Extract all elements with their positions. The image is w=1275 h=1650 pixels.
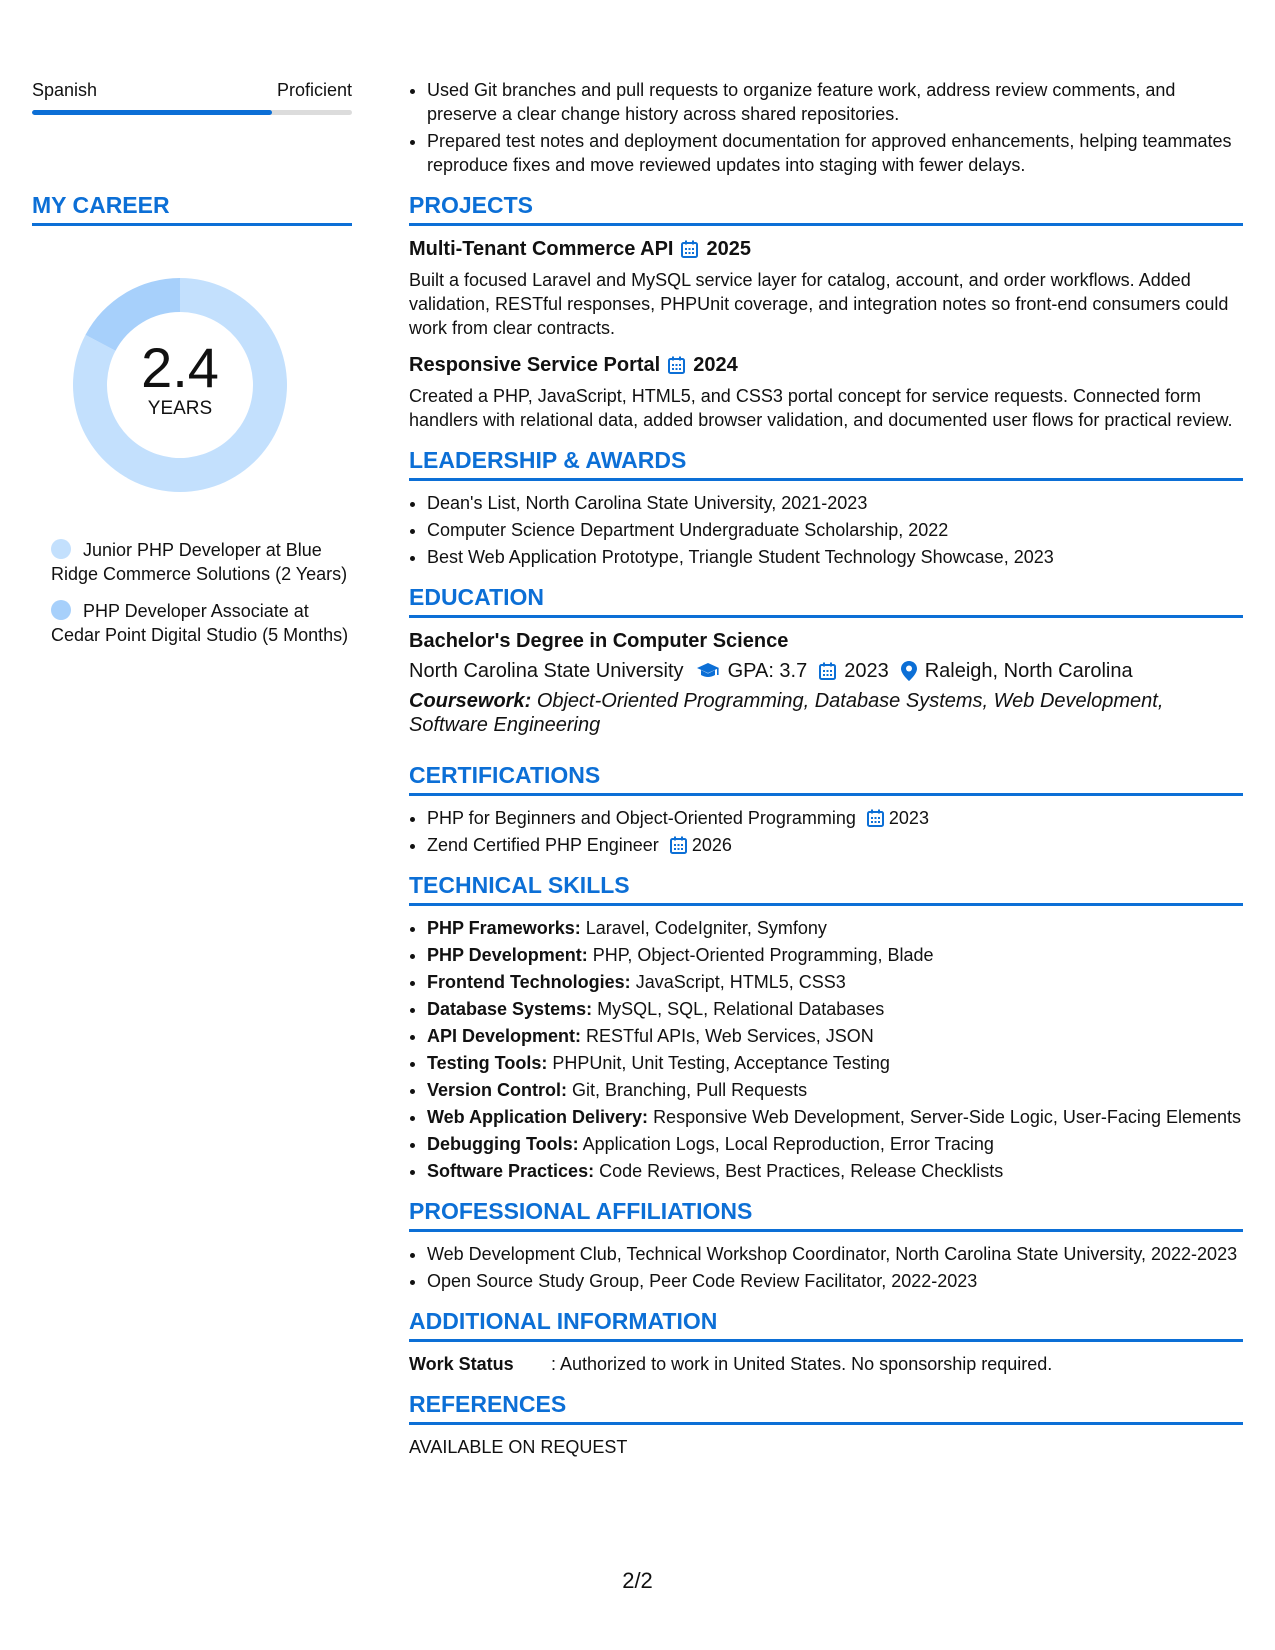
- career-total-value: 2.4: [141, 336, 219, 399]
- language-progress-fill: [32, 110, 272, 115]
- career-legend-item: [51, 599, 352, 647]
- education-location: Raleigh, North Carolina: [924, 660, 1133, 682]
- additional-section: [409, 1307, 1243, 1376]
- skill-value: Git, Branching, Pull Requests: [572, 1080, 808, 1100]
- career-legend-label: PHP Developer Associate at Cedar Point Digital Studio (5 Months): [51, 601, 349, 645]
- calendar-icon: [670, 836, 687, 854]
- certification-name: PHP for Beginners and Object-Oriented Programming: [427, 808, 856, 828]
- skill-item: [427, 1159, 1243, 1183]
- projects-section: [409, 191, 1243, 432]
- education-meta: [409, 657, 1243, 685]
- skill-item: [427, 1051, 1243, 1075]
- leadership-section: [409, 446, 1243, 569]
- project-title-row: [409, 236, 1243, 262]
- education-section: [409, 583, 1243, 737]
- skill-label: Version Control:: [427, 1080, 568, 1100]
- main-column: [409, 78, 1243, 1473]
- skill-label: PHP Frameworks:: [427, 918, 581, 938]
- skills-section: [409, 871, 1243, 1183]
- certification-item: [427, 806, 1243, 830]
- language-row: [32, 78, 352, 102]
- skill-value: Laravel, CodeIgniter, Symfony: [585, 918, 827, 938]
- skill-value: Application Logs, Local Reproduction, Error Tracing: [582, 1134, 994, 1154]
- certification-year: 2026: [691, 835, 732, 855]
- career-legend: [32, 538, 352, 647]
- project-title-row: [409, 352, 1243, 378]
- skills-heading: TECHNICAL SKILLS: [409, 871, 1243, 906]
- career-total: [65, 270, 295, 500]
- certification-year: 2023: [888, 808, 929, 828]
- map-pin-icon: [901, 661, 917, 681]
- leadership-item: • Computer Science Department Undergraduate Scholarship, 2022: [427, 518, 1243, 542]
- calendar-icon: [819, 662, 836, 680]
- skill-item: [427, 1132, 1243, 1156]
- education-degree: Bachelor's Degree in Computer Science: [409, 630, 789, 652]
- affiliation-item: • Open Source Study Group, Peer Code Review Facilitator, 2022-2023: [427, 1269, 1243, 1293]
- skill-item: [427, 943, 1243, 967]
- affiliation-item: • Web Development Club, Technical Workshop Coordinator, North Carolina State University, 2022-2023: [427, 1242, 1243, 1266]
- experience-bullet: • Used Git branches and pull requests to organize feature work, address review comments, and preserve a clear change history across shared repositories.: [427, 78, 1243, 126]
- skill-item: [427, 1078, 1243, 1102]
- education-heading: EDUCATION: [409, 583, 1243, 618]
- graduation-cap-icon: [696, 662, 720, 680]
- certification-item: [427, 833, 1243, 857]
- references-text: AVAILABLE ON REQUEST: [409, 1437, 628, 1457]
- project-description: Created a PHP, JavaScript, HTML5, and CSS3 portal concept for service requests. Connected form handlers with relational data, added browser validation, and documented user flows for practical review.: [409, 386, 1233, 430]
- skill-label: API Development:: [427, 1026, 582, 1046]
- leadership-item: • Dean's List, North Carolina State University, 2021-2023: [427, 491, 1243, 515]
- references-section: [409, 1390, 1243, 1459]
- coursework-list: Object-Oriented Programming, Database Systems, Web Development, Software Engineering: [409, 690, 1164, 736]
- education-gpa: GPA: 3.7: [727, 660, 808, 682]
- work-status-value: : Authorized to work in United States. No sponsorship required.: [551, 1354, 1053, 1374]
- skill-label: Web Application Delivery:: [427, 1107, 649, 1127]
- skill-value: RESTful APIs, Web Services, JSON: [586, 1026, 874, 1046]
- work-status-label: Work Status: [409, 1354, 514, 1374]
- sidebar: [32, 78, 352, 660]
- skill-value: PHP, Object-Oriented Programming, Blade: [592, 945, 934, 965]
- skill-value: MySQL, SQL, Relational Databases: [597, 999, 885, 1019]
- calendar-icon: [681, 240, 698, 258]
- skill-label: Testing Tools:: [427, 1053, 548, 1073]
- education-coursework: [409, 689, 1243, 737]
- projects-heading: PROJECTS: [409, 191, 1243, 226]
- skill-label: Software Practices:: [427, 1161, 595, 1181]
- education-year: 2023: [844, 660, 889, 682]
- skill-value: Responsive Web Development, Server-Side Logic, User-Facing Elements: [653, 1107, 1241, 1127]
- calendar-icon: [867, 809, 884, 827]
- experience-bullet: • Prepared test notes and deployment documentation for approved enhancements, helping teammates reproduce fixes and move reviewed updates into staging with fewer delays.: [427, 129, 1243, 177]
- language-progress-bar: [32, 110, 352, 115]
- leadership-heading: LEADERSHIP & AWARDS: [409, 446, 1243, 481]
- skill-label: Debugging Tools:: [427, 1134, 579, 1154]
- career-total-unit: YEARS: [147, 398, 213, 419]
- skill-label: Frontend Technologies:: [427, 972, 631, 992]
- skill-item: [427, 1105, 1243, 1129]
- project-title: Multi-Tenant Commerce API: [409, 238, 674, 260]
- skill-item: [427, 970, 1243, 994]
- leadership-item: • Best Web Application Prototype, Triangle Student Technology Showcase, 2023: [427, 545, 1243, 569]
- legend-dot: [51, 539, 71, 559]
- skill-item: [427, 916, 1243, 940]
- career-legend-item: [51, 538, 352, 586]
- project-year: 2025: [706, 238, 751, 260]
- career-heading: MY CAREER: [32, 191, 352, 226]
- calendar-icon: [668, 356, 685, 374]
- language-level: Proficient: [276, 80, 352, 100]
- language-name: Spanish: [32, 80, 98, 100]
- skill-item: [427, 997, 1243, 1021]
- experience-continuation: [409, 78, 1243, 177]
- additional-heading: ADDITIONAL INFORMATION: [409, 1307, 1243, 1342]
- affiliations-section: [409, 1197, 1243, 1293]
- education-school: North Carolina State University: [409, 660, 684, 682]
- project-description: Built a focused Laravel and MySQL service layer for catalog, account, and order workflows. Added validation, RESTful responses, PHPUnit coverage, and integration notes so front-end consumers could work from clear contracts.: [409, 270, 1229, 338]
- career-legend-label: Junior PHP Developer at Blue Ridge Commerce Solutions (2 Years): [51, 540, 348, 584]
- skill-label: Database Systems:: [427, 999, 593, 1019]
- references-heading: REFERENCES: [409, 1390, 1243, 1425]
- skill-value: PHPUnit, Unit Testing, Acceptance Testing: [552, 1053, 890, 1073]
- certifications-heading: CERTIFICATIONS: [409, 761, 1243, 796]
- skill-value: Code Reviews, Best Practices, Release Checklists: [599, 1161, 1004, 1181]
- certifications-section: [409, 761, 1243, 857]
- work-status-row: [409, 1352, 1243, 1376]
- project-title: Responsive Service Portal: [409, 354, 661, 376]
- affiliations-heading: PROFESSIONAL AFFILIATIONS: [409, 1197, 1243, 1232]
- project-year: 2024: [693, 354, 738, 376]
- certification-name: Zend Certified PHP Engineer: [427, 835, 659, 855]
- legend-dot: [51, 600, 71, 620]
- page-number: 2/2: [622, 1568, 653, 1593]
- career-donut-chart: [65, 270, 295, 500]
- skill-label: PHP Development:: [427, 945, 588, 965]
- skill-item: [427, 1024, 1243, 1048]
- skill-value: JavaScript, HTML5, CSS3: [635, 972, 846, 992]
- coursework-label: Coursework:: [409, 690, 532, 712]
